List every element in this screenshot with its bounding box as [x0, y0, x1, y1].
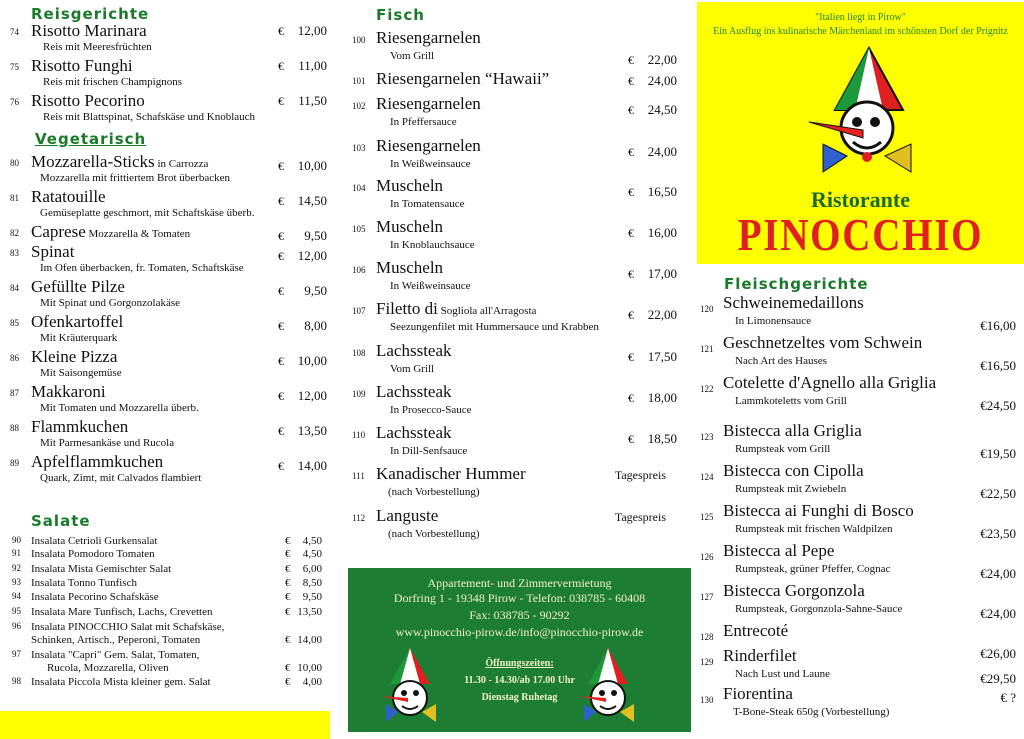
dish-name: Cotelette d'Agnello alla Griglia: [723, 373, 937, 392]
dish-name-text: Muscheln: [376, 176, 444, 195]
dish-name: [376, 342, 452, 360]
dish-name: [31, 92, 145, 110]
dish-price: €19,50: [980, 446, 1016, 461]
dish-description: In Dill-Senfsauce: [390, 445, 468, 457]
dish-description: Quark, Zimt, mit Calvados flambiert: [40, 472, 202, 484]
dish-name: Schweinemedaillons: [723, 293, 864, 312]
dish-name-extra: Sogliola all'Arragosta: [437, 305, 537, 317]
dish-name: Fiorentina: [723, 684, 793, 703]
salad-text-2: Schinken, Artisch., Peperoni, Tomaten: [31, 634, 201, 646]
dish-name-text: Languste: [376, 506, 439, 525]
dish-name: Geschnetzeltes vom Schwein: [723, 333, 923, 352]
dish-price: 12,00: [297, 248, 327, 263]
dish-description: Nach Art des Hauses: [735, 355, 827, 367]
dish-price: 24,00: [647, 73, 677, 88]
dish-price: 11,00: [298, 58, 327, 73]
dish-name-text: Lachssteak: [376, 341, 452, 360]
quote-text: "Italien liegt in Pirow": [815, 12, 906, 23]
dish-name-text: Risotto Funghi: [31, 56, 133, 75]
dish-description: Mit Parmesankäse und Rucola: [40, 437, 175, 449]
dish-number: 87: [10, 388, 19, 398]
dish-number: 109: [352, 389, 366, 399]
dish-name: [376, 383, 452, 401]
euro-sign: €: [278, 194, 284, 208]
dish-number: 129: [700, 657, 714, 667]
dish-number: 83: [10, 248, 19, 258]
salad-text-2: Rucola, Mozzarella, Oliven: [47, 662, 169, 674]
dish-price: 22,00: [647, 52, 677, 67]
salad-price: 13,50: [297, 606, 322, 618]
euro-sign: €: [285, 563, 291, 575]
dish-name-text: Riesengarnelen: [376, 94, 481, 113]
dish-name: [31, 57, 133, 75]
euro-sign: €: [278, 424, 284, 438]
euro-sign: €: [285, 577, 291, 589]
yellow-bar-left: [0, 711, 330, 739]
dish-number: 105: [352, 224, 366, 234]
dish-number: 80: [10, 158, 19, 168]
dish-price: 24,50: [647, 102, 677, 117]
dish-name-text: Riesengarnelen: [376, 28, 481, 47]
dish-price: 18,50: [647, 431, 677, 446]
dish-number: 104: [352, 183, 366, 193]
dish-name-text: Kanadischer Hummer: [376, 464, 526, 483]
euro-sign: €: [628, 74, 634, 88]
dish-number: 111: [352, 471, 365, 481]
dish-number: 128: [700, 632, 714, 642]
dish-name: [31, 188, 106, 206]
salad-price: 14,00: [297, 634, 322, 646]
promo-address: Dorfring 1 - 19348 Pirow - Telefon: 038785 - 60408: [393, 591, 646, 605]
salad-price: 4,50: [302, 548, 322, 560]
euro-sign: €: [278, 389, 284, 403]
dish-price: €29,50: [980, 671, 1016, 686]
dish-name: [31, 153, 208, 173]
salad-text: Insalata Tonno Tunfisch: [31, 577, 137, 589]
section-title-fisch: Fisch: [376, 6, 425, 24]
dish-name: [376, 424, 452, 442]
promo-hours: 11.30 - 14.30/ab 17.00 Uhr: [464, 675, 575, 686]
salad-number: 98: [12, 676, 21, 686]
tagline-text: Ein Ausflug ins kulinarische Märchenland im schönsten Dorf der Prignitz: [713, 26, 1008, 37]
salad-price: 4,50: [302, 535, 322, 547]
salad-number: 94: [12, 591, 21, 601]
dish-number: 110: [352, 430, 366, 440]
salad-number: 96: [12, 621, 21, 631]
euro-sign: €: [278, 354, 284, 368]
dish-number: 85: [10, 318, 19, 328]
dish-number: 107: [352, 306, 366, 316]
dish-name: [376, 137, 481, 155]
dish-description: Nach Lust und Laune: [735, 668, 830, 680]
dish-description: Seezungenfilet mit Hummersauce und Krabben: [390, 321, 599, 333]
euro-sign: €: [628, 350, 634, 364]
dish-number: 101: [352, 76, 366, 86]
dish-name: Bistecca alla Griglia: [723, 421, 862, 440]
dish-name: Bistecca al Pepe: [723, 541, 835, 560]
dish-name: [31, 223, 190, 243]
section-title-vegetarisch: Vegetarisch: [35, 130, 147, 148]
promo-hours-title: Öffnungszeiten:: [485, 658, 554, 669]
dish-price: 11,50: [298, 93, 327, 108]
dish-name-text: Lachssteak: [376, 382, 452, 401]
salad-price: 9,50: [302, 591, 322, 603]
dish-name: Bistecca con Cipolla: [723, 461, 864, 480]
dish-number: 108: [352, 348, 366, 358]
salad-text: Insalata Pecorino Schafskäse: [31, 591, 159, 603]
dish-name: [31, 348, 117, 366]
euro-sign: €: [285, 676, 291, 688]
dish-name: [31, 313, 123, 331]
dish-description: Rumpsteak mit Zwiebeln: [735, 483, 847, 495]
dish-price: 17,50: [647, 349, 677, 364]
euro-sign: €: [628, 308, 634, 322]
dish-price: 14,50: [297, 193, 327, 208]
dish-name-text: Spinat: [31, 242, 75, 261]
salad-text: Insalata PINOCCHIO Salat mit Schafskäse,: [31, 621, 225, 633]
dish-description: Reis mit Meeresfrüchten: [43, 41, 152, 53]
dish-price: 10,00: [297, 353, 327, 368]
dish-price: €23,50: [980, 526, 1016, 541]
promo-fax: Fax: 038785 - 90292: [469, 608, 570, 622]
dish-number: 100: [352, 35, 366, 45]
dish-name-text: Risotto Pecorino: [31, 91, 145, 110]
dish-description: Rumpsteak, grüner Pfeffer, Cognac: [735, 563, 891, 575]
dish-name: [376, 70, 549, 88]
euro-sign: €: [278, 159, 284, 173]
dish-description: (nach Vorbestellung): [388, 528, 480, 540]
dish-name-text: Kleine Pizza: [31, 347, 118, 366]
dish-name: [376, 95, 481, 113]
dish-number: 103: [352, 143, 366, 153]
dish-number: 130: [700, 695, 714, 705]
euro-sign: €: [285, 606, 291, 618]
dish-name-text: Gefüllte Pilze: [31, 277, 125, 296]
dish-price: 8,00: [304, 318, 327, 333]
dish-number: 74: [10, 27, 19, 37]
salad-number: 92: [12, 563, 21, 573]
dish-price: 17,00: [647, 266, 677, 281]
restaurant-name: PINOCCHIO: [737, 209, 984, 260]
dish-number: 123: [700, 432, 714, 442]
dish-price: 12,00: [297, 388, 327, 403]
dish-description: Lammkoteletts vom Grill: [735, 395, 847, 407]
dish-name-text: Apfelflammkuchen: [31, 452, 164, 471]
dish-number: 82: [10, 228, 19, 238]
dish-name: [31, 383, 106, 401]
euro-sign: €: [628, 103, 634, 117]
salad-price: 6,00: [302, 563, 322, 575]
euro-sign: €: [278, 59, 284, 73]
section-title-reisgerichte: Reisgerichte: [31, 5, 150, 23]
euro-sign: €: [285, 535, 291, 547]
dish-description: In Weißweinsauce: [390, 158, 471, 170]
euro-sign: €: [285, 591, 291, 603]
dish-name: [31, 278, 125, 296]
dish-name-text: Mozzarella-Sticks: [31, 152, 155, 171]
euro-sign: €: [628, 185, 634, 199]
dish-price: 18,00: [647, 390, 677, 405]
dish-price: 16,00: [647, 225, 677, 240]
pinocchio-small-right-icon: [576, 646, 641, 726]
dish-number: 75: [10, 62, 19, 72]
salad-price: 8,50: [302, 577, 322, 589]
dish-name-text: Riesengarnelen “Hawaii”: [376, 69, 550, 88]
dish-name: [31, 243, 74, 261]
dish-name-text: Risotto Marinara: [31, 21, 147, 40]
dish-name-text: Filetto di: [376, 299, 438, 318]
dish-number: 127: [700, 592, 714, 602]
salad-number: 97: [12, 649, 21, 659]
dish-name: [376, 259, 443, 277]
dish-name: [376, 465, 526, 483]
salad-text: Insalata Piccola Mista kleiner gem. Salat: [31, 676, 211, 688]
promo-box: [348, 568, 691, 732]
dish-price: 16,50: [647, 184, 677, 199]
dish-description: Gemüseplatte geschmort, mit Schaftskäse überb.: [40, 207, 255, 219]
dish-description: Im Ofen überbacken, fr. Tomaten, Schaftskäse: [40, 262, 244, 274]
dish-number: 125: [700, 512, 714, 522]
dish-price: €24,50: [980, 398, 1016, 413]
dish-name: Bistecca ai Funghi di Bosco: [723, 501, 914, 520]
salad-number: 95: [12, 606, 21, 616]
dish-name: [376, 300, 536, 320]
pinocchio-small-left-icon: [378, 646, 443, 726]
dish-number: 86: [10, 353, 19, 363]
dish-name: [31, 418, 128, 436]
dish-name-text: Lachssteak: [376, 423, 452, 442]
salad-text: Insalata "Capri" Gem. Salat, Tomaten,: [31, 649, 200, 661]
dish-price: 12,00: [297, 23, 327, 38]
dish-price: 9,50: [304, 228, 327, 243]
pinocchio-logo-icon: [807, 44, 922, 179]
promo-line-1: Appartement- und Zimmervermietung: [427, 576, 612, 590]
dish-price: €24,00: [980, 606, 1016, 621]
euro-sign: €: [628, 391, 634, 405]
ristorante-label: Ristorante: [811, 187, 910, 212]
euro-sign: €: [628, 432, 634, 446]
dish-name-text: Ratatouille: [31, 187, 106, 206]
dish-name-extra: in Carrozza: [154, 158, 209, 170]
euro-sign: €: [628, 53, 634, 67]
dish-price: 13,50: [297, 423, 327, 438]
dish-price: 10,00: [297, 158, 327, 173]
dish-description: T-Bone-Steak 650g (Vorbestellung): [733, 706, 890, 718]
dish-number: 106: [352, 265, 366, 275]
section-title-salate: Salate: [31, 512, 91, 530]
euro-sign: €: [285, 634, 291, 646]
promo-website: www.pinocchio-pirow.de/info@pinocchio-pirow.de: [395, 625, 644, 639]
dish-description: Mit Spinat und Gorgonzolakäse: [40, 297, 181, 309]
dish-name: [31, 453, 163, 471]
promo-rest-day: Dienstag Ruhetag: [481, 692, 558, 703]
dish-description: Reis mit Blattspinat, Schafskäse und Knoblauch: [43, 111, 256, 123]
dish-number: 122: [700, 384, 714, 394]
salad-text: Insalata Pomodoro Tomaten: [31, 548, 155, 560]
dish-name-extra: Mozzarella & Tomaten: [85, 228, 191, 240]
dish-description: Rumpsteak mit frischen Waldpilzen: [735, 523, 893, 535]
dish-description: (nach Vorbestellung): [388, 486, 480, 498]
dish-number: 120: [700, 304, 714, 314]
euro-sign: €: [628, 267, 634, 281]
euro-sign: €: [278, 94, 284, 108]
euro-sign: €: [278, 249, 284, 263]
euro-sign: €: [278, 459, 284, 473]
dish-description: Vom Grill: [390, 363, 435, 375]
salad-number: 90: [12, 535, 21, 545]
dish-description: Mit Tomaten und Mozzarella überb.: [40, 402, 199, 414]
euro-sign: €: [285, 548, 291, 560]
dish-name-text: Riesengarnelen: [376, 136, 481, 155]
dish-name: [376, 177, 443, 195]
dish-description: Reis mit frischen Champignons: [43, 76, 183, 88]
dish-number: 81: [10, 193, 19, 203]
dish-number: 121: [700, 344, 714, 354]
dish-price: €24,00: [980, 566, 1016, 581]
dish-price: 24,00: [647, 144, 677, 159]
dish-price: €22,50: [980, 486, 1016, 501]
euro-sign: €: [278, 319, 284, 333]
dish-number: 84: [10, 283, 19, 293]
dish-description: Mit Kräuterquark: [40, 332, 118, 344]
salad-number: 93: [12, 577, 21, 587]
dish-name-text: Ofenkartoffel: [31, 312, 124, 331]
dish-price: €16,00: [980, 318, 1016, 333]
dish-description: In Tomatensauce: [390, 198, 465, 210]
dish-price: 14,00: [297, 458, 327, 473]
euro-sign: €: [278, 229, 284, 243]
euro-sign: €: [285, 662, 291, 674]
header-yellow-panel: [697, 2, 1024, 264]
salad-price: 10,00: [297, 662, 322, 674]
salad-text: Insalata Mare Tunfisch, Lachs, Crevetten: [31, 606, 213, 618]
dish-name-text: Muscheln: [376, 258, 444, 277]
dish-description: In Prosecco-Sauce: [390, 404, 472, 416]
euro-sign: €: [278, 24, 284, 38]
dish-description: In Weißweinsauce: [390, 280, 471, 292]
salad-price: 4,00: [302, 676, 322, 688]
dish-name: [31, 22, 147, 40]
dish-description: In Pfeffersauce: [390, 116, 457, 128]
dish-number: 102: [352, 101, 366, 111]
salad-text: Insalata Mista Gemischter Salat: [31, 563, 172, 575]
dish-name-text: Flammkuchen: [31, 417, 129, 436]
dish-price: 22,00: [647, 307, 677, 322]
dish-number: 89: [10, 458, 19, 468]
dish-number: 76: [10, 97, 19, 107]
salad-text: Insalata Cetrioli Gurkensalat: [31, 535, 158, 547]
euro-sign: €: [628, 226, 634, 240]
dish-number: 112: [352, 513, 366, 523]
euro-sign: €: [628, 145, 634, 159]
dish-description: Mozzarella mit frittiertem Brot überbacken: [40, 172, 230, 184]
dish-description: In Knoblauchsauce: [390, 239, 475, 251]
dish-price: € ?: [1000, 690, 1016, 705]
dish-name: [376, 29, 481, 47]
dish-name: [376, 218, 443, 236]
dish-price: Tagespreis: [614, 468, 666, 482]
dish-number: 124: [700, 472, 714, 482]
dish-name-text: Makkaroni: [31, 382, 106, 401]
dish-description: Vom Grill: [390, 50, 435, 62]
dish-number: 126: [700, 552, 714, 562]
dish-price: Tagespreis: [614, 510, 666, 524]
dish-description: Mit Saisongemüse: [40, 367, 122, 379]
dish-price: €16,50: [980, 358, 1016, 373]
section-title-fleischgerichte: Fleischgerichte: [724, 275, 869, 293]
euro-sign: €: [278, 284, 284, 298]
dish-name: Bistecca Gorgonzola: [723, 581, 865, 600]
dish-name: Rinderfilet: [723, 646, 797, 665]
dish-name-text: Caprese: [31, 222, 86, 241]
dish-number: 88: [10, 423, 19, 433]
dish-name: Entrecoté: [723, 621, 789, 640]
dish-price: 9,50: [304, 283, 327, 298]
dish-name-text: Muscheln: [376, 217, 444, 236]
dish-price: €26,00: [980, 646, 1016, 661]
dish-description: Rumpsteak vom Grill: [735, 443, 831, 455]
dish-name: [376, 507, 438, 525]
dish-description: Rumpsteak, Gorgonzola-Sahne-Sauce: [735, 603, 903, 615]
dish-description: In Limonensauce: [735, 315, 812, 327]
salad-number: 91: [12, 548, 21, 558]
